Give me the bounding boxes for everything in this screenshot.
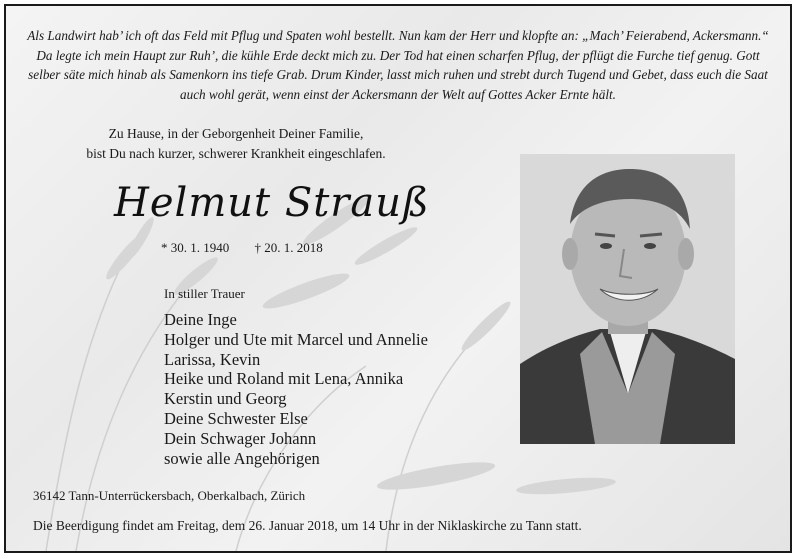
family-address: 36142 Tann-Unterrückersbach, Oberkalbach, Zürich <box>33 488 306 503</box>
mourner-item: sowie alle Angehörigen <box>164 448 320 468</box>
portrait-figure <box>520 154 735 444</box>
intro-line-2: bist Du nach kurzer, schwerer Krankheit eingeschlafen. <box>86 146 386 161</box>
mourning-label: In stiller Trauer <box>164 286 245 301</box>
mourner-item: Heike und Roland mit Lena, Annika <box>164 369 404 389</box>
mourners-list <box>164 310 428 468</box>
intro-line-1: Zu Hause, in der Geborgenheit Deiner Familie, <box>108 126 364 141</box>
motto-poem: Als Landwirt hab’ ich oft das Feld mit Pflug und Spaten wohl bestellt. Nun kam der Herr und klopfte an: „Mach’ Feierabend, Ackersmann.“ Da legte ich mein Haupt zur Ruh’, die kühle Erde deckt mich zu. Der Tod hat einen scharfen Pflug, der pflügt die Furche tief genug. Gott selber säte mich hinab als Samenkorn ins tiefe Grab. Drum Kinder, lasst mich ruhen und strebt durch Tugend und Gebet, dass euch die Saat auch wohl gerät, wenn einst der Ackersmann der Welt auf Gottes Acker Ernte hält. <box>27 28 769 102</box>
mourner-item: Deine Schwester Else <box>164 408 308 428</box>
mourner-item: Holger und Ute mit Marcel und Annelie <box>164 329 428 349</box>
mourner-item: Dein Schwager Johann <box>164 428 317 448</box>
intro-text <box>66 124 406 164</box>
obituary-card <box>4 4 792 553</box>
portrait-photo <box>520 154 735 444</box>
mourner-item: Kerstin und Georg <box>164 389 287 409</box>
birth-date: * 30. 1. 1940 <box>161 240 230 255</box>
deceased-name: Helmut Strauß <box>114 180 430 226</box>
mourner-item: Larissa, Kevin <box>164 349 261 369</box>
life-dates <box>161 240 345 256</box>
mourner-item: Deine Inge <box>164 310 237 329</box>
funeral-notice: Die Beerdigung findet am Freitag, dem 26. Januar 2018, um 14 Uhr in der Niklaskirche zu Tann statt. <box>33 518 582 533</box>
death-date: † 20. 1. 2018 <box>254 240 323 255</box>
